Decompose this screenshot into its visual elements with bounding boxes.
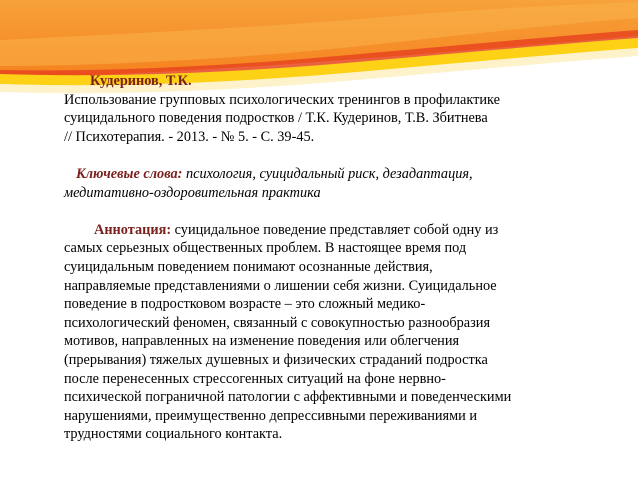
abstract-text: суицидальное поведение представляет собой одну из bbox=[171, 221, 499, 238]
spacer bbox=[64, 146, 609, 165]
abstract-line: нарушениями, преимущественно депрессивными переживаниями и bbox=[64, 407, 477, 424]
abstract-line: трудностями социального контакта. bbox=[64, 426, 283, 443]
document-content bbox=[64, 72, 609, 444]
reference-author: Кудеринов, Т.К. bbox=[90, 73, 192, 89]
abstract-first-line bbox=[64, 221, 609, 240]
abstract-line: психологический феномен, связанный с совокупностью разнообразия bbox=[64, 314, 491, 331]
keywords-text: психология, суицидальный риск, дезадаптация, bbox=[182, 165, 473, 182]
abstract-line: суицидальным поведением понимают осознанные действия, bbox=[64, 258, 433, 275]
abstract-line: поведение в подростковом возрасте – это сложный медико- bbox=[64, 296, 426, 313]
reference-line: суицидального поведения подростков / Т.К. Кудеринов, Т.В. Збитнева bbox=[64, 110, 488, 127]
abstract-line: психической пограничной патологии с аффективными и поведенческими bbox=[64, 389, 512, 406]
keywords-label: Ключевые слова: bbox=[76, 165, 183, 182]
keywords-line bbox=[64, 165, 609, 184]
abstract-line: мотивов, направленных на изменение поведения или облегчения bbox=[64, 333, 460, 350]
keywords-continuation: медитативно-оздоровительная практика bbox=[64, 184, 321, 201]
abstract-line: после перенесенных стрессогенных ситуаций на фоне нервно- bbox=[64, 370, 446, 387]
spacer bbox=[64, 202, 609, 221]
reference-line: // Психотерапия. - 2013. - № 5. - С. 39-45. bbox=[64, 128, 315, 145]
reference-line: Использование групповых психологических тренингов в профилактике bbox=[64, 91, 500, 108]
abstract-line: самых серьезных общественных проблем. В настоящее время под bbox=[64, 240, 467, 257]
abstract-line: (прерывания) тяжелых душевных и физических страданий подростка bbox=[64, 351, 488, 368]
abstract-label: Аннотация: bbox=[94, 221, 172, 238]
abstract-line: направляемые представлениями о лишении себя жизни. Суицидальное bbox=[64, 277, 497, 294]
